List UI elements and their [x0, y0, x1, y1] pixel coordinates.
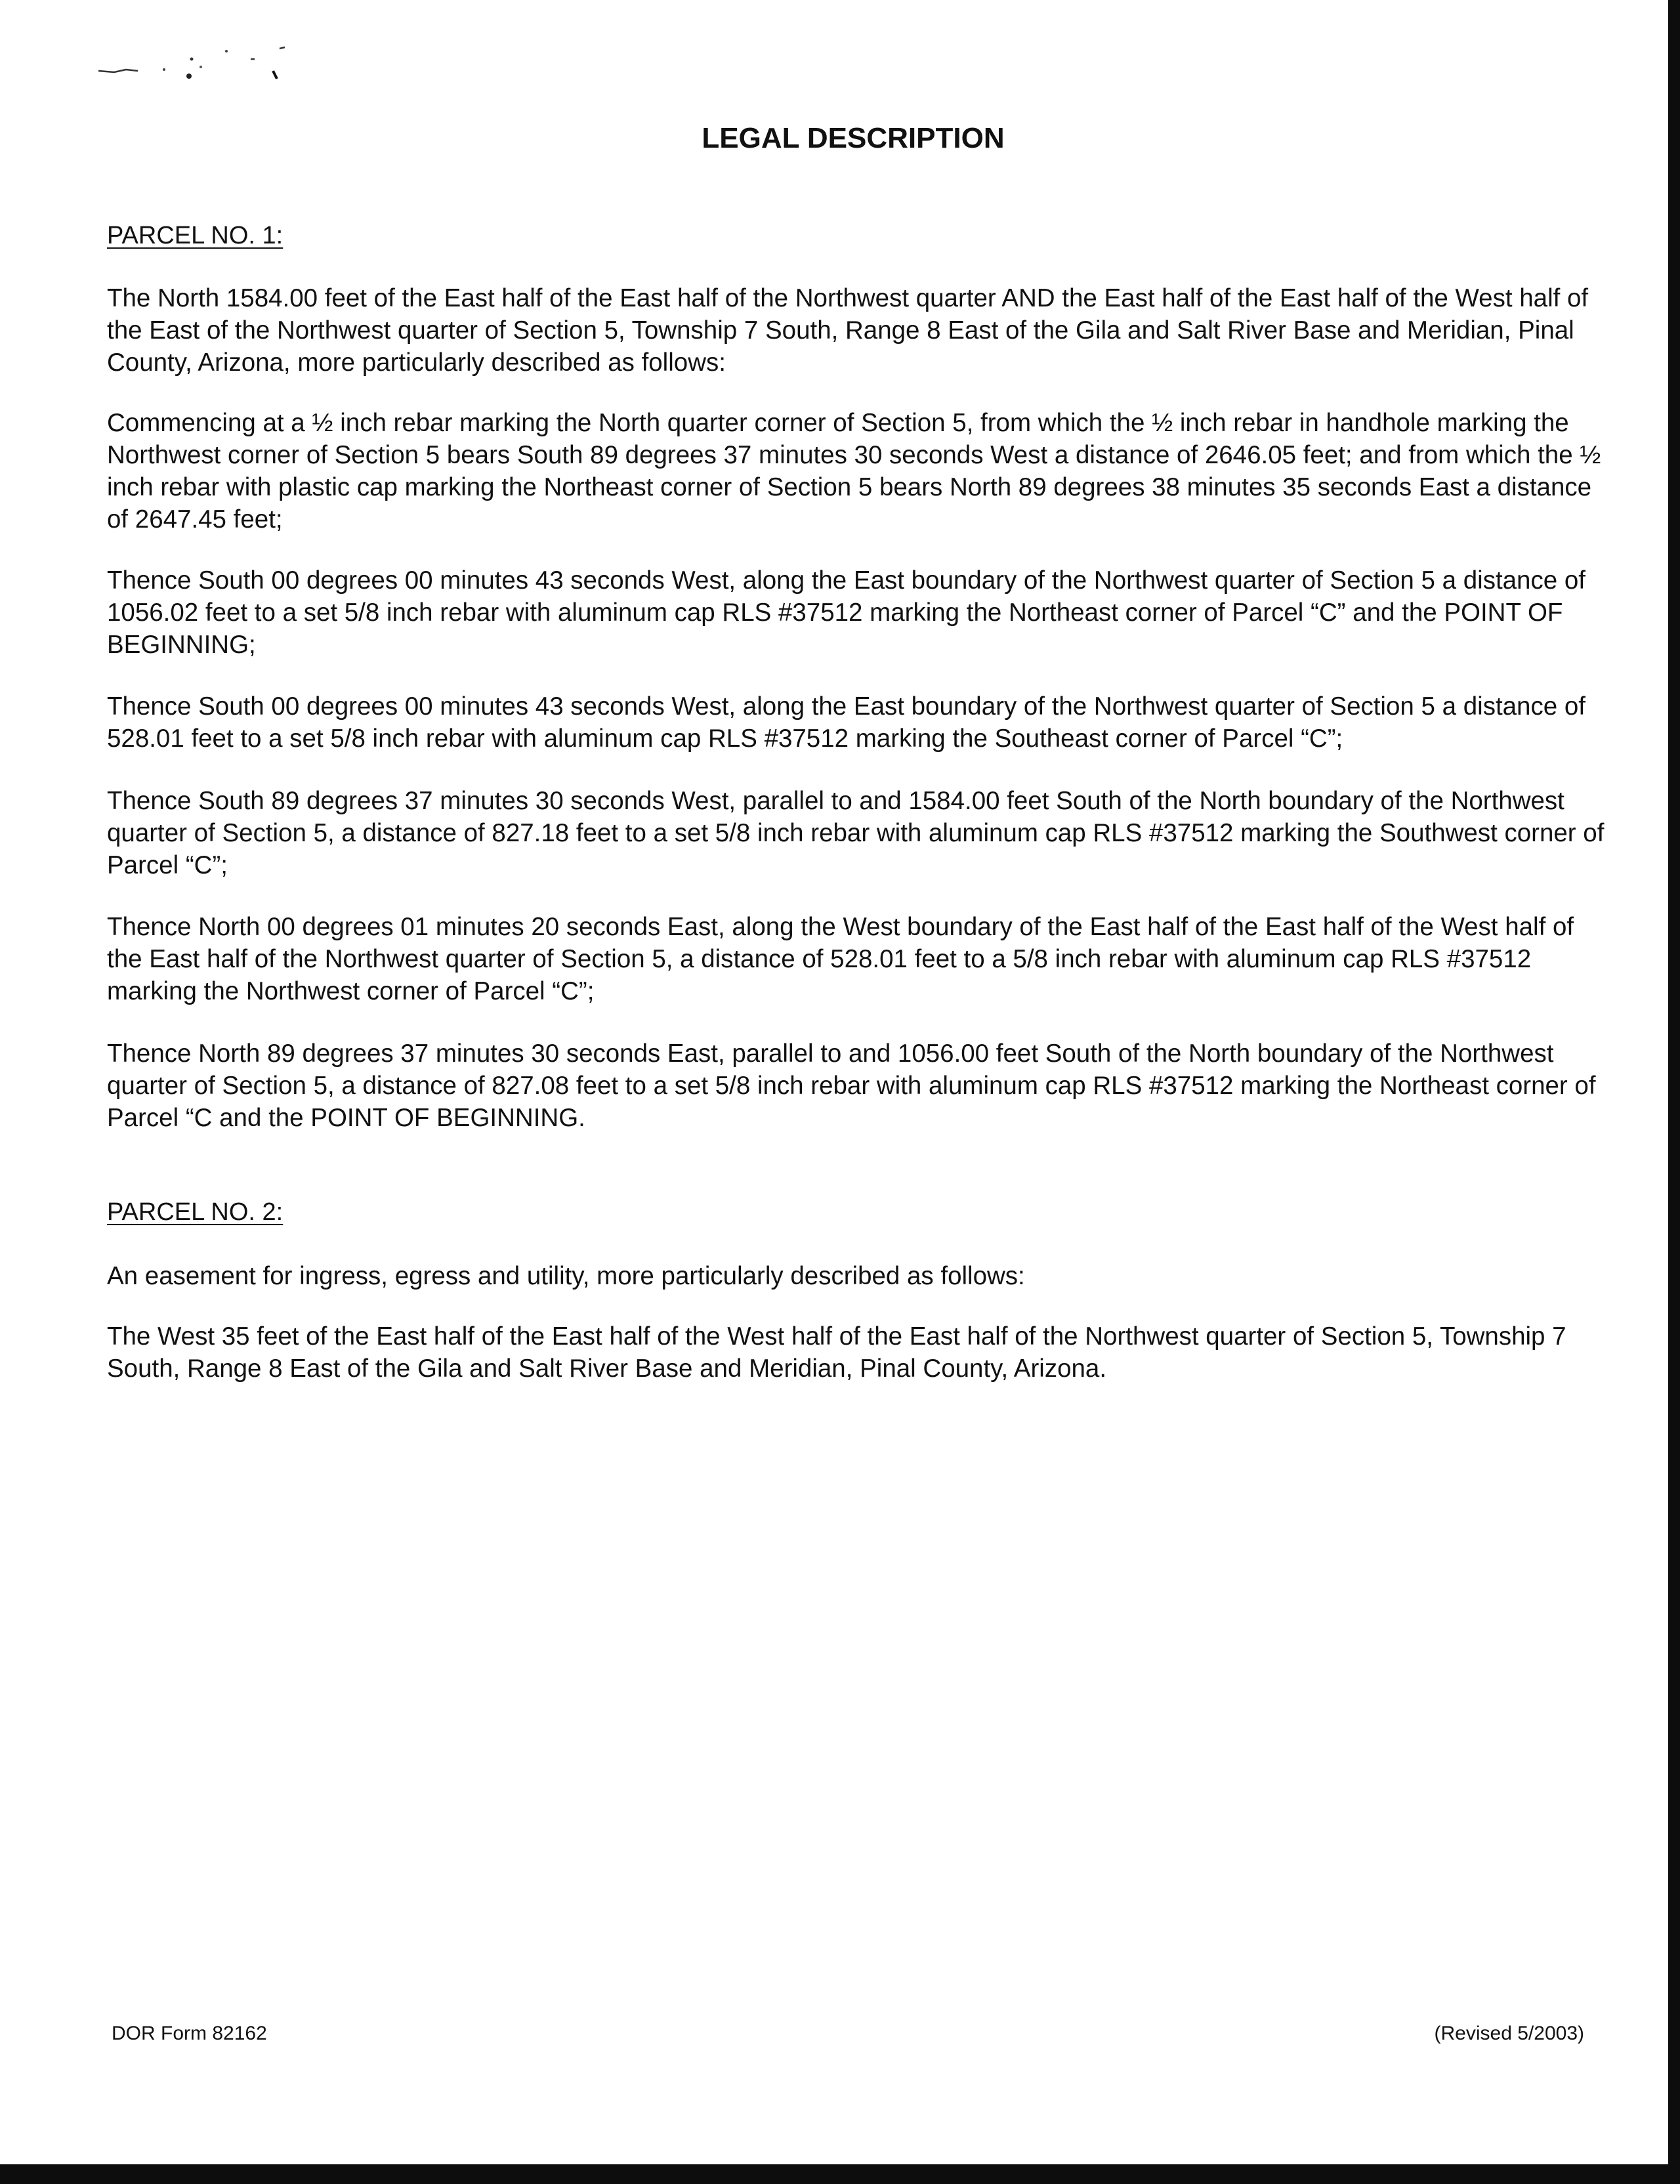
- revision-date: (Revised 5/2003): [1434, 2023, 1584, 2044]
- thence-course-4-paragraph: Thence North 00 degrees 01 minutes 20 seconds East, along the West boundary of the East half of the East half of the West half of the East half of the Northwest quarter of Section 5, a distance of 528.01 feet to a 5/8 inch rebar with aluminum cap RLS #37512 marking the Northwest corner of Parcel “C”;: [107, 913, 1574, 1005]
- thence-course-5-paragraph: Thence North 89 degrees 37 minutes 30 seconds East, parallel to and 1056.00 feet South of the North boundary of the Northwest quarter of Section 5, a distance of 827.08 feet to a set 5/8 inch rebar with aluminum cap RLS #37512 marking the Northeast corner of Parcel “C and the POINT OF BEGINNING.: [107, 1040, 1596, 1132]
- scan-border-right: [1668, 0, 1680, 2184]
- form-number: DOR Form 82162: [112, 2023, 267, 2044]
- parcel-1-description-paragraph: The North 1584.00 feet of the East half of the East half of the Northwest quarter AND the East half of the East half of the West half of the East of the Northwest quarter of Section 5, Township 7 South, Range 8 East of the Gila and Salt River Base and Meridian, Pinal County, Arizona, more particularly described as follows:: [107, 284, 1589, 377]
- commencing-paragraph: Commencing at a ½ inch rebar marking the North quarter corner of Section 5, from which the ½ inch rebar in handhole marking the Northwest corner of Section 5 bears South 89 degrees 37 minutes 30 seconds West a distance of 2646.05 feet; and from which the ½ inch rebar with plastic cap marking the Northeast corner of Section 5 bears North 89 degrees 38 minutes 35 seconds East a distance of 2647.45 feet;: [107, 409, 1601, 534]
- document-title: LEGAL DESCRIPTION: [702, 122, 1005, 154]
- thence-course-1-paragraph: Thence South 00 degrees 00 minutes 43 seconds West, along the East boundary of the Northwest quarter of Section 5 a distance of 1056.02 feet to a set 5/8 inch rebar with aluminum cap RLS #37512 marking the Northeast corner of Parcel “C” and the POINT OF BEGINNING;: [107, 566, 1586, 659]
- thence-course-3-paragraph: Thence South 89 degrees 37 minutes 30 seconds West, parallel to and 1584.00 feet South of the North boundary of the Northwest quarter of Section 5, a distance of 827.18 feet to a set 5/8 inch rebar with aluminum cap RLS #37512 marking the Southwest corner of Parcel “C”;: [107, 787, 1605, 879]
- easement-description-paragraph: The West 35 feet of the East half of the East half of the West half of the East half of the Northwest quarter of Section 5, Township 7 South, Range 8 East of the Gila and Salt River Base and Meridian, Pinal County, Arizona.: [107, 1322, 1566, 1383]
- thence-course-2-paragraph: Thence South 00 degrees 00 minutes 43 seconds West, along the East boundary of the Northwest quarter of Section 5 a distance of 528.01 feet to a set 5/8 inch rebar with aluminum cap RLS #37512 marking the Southeast corner of Parcel “C”;: [107, 692, 1586, 753]
- scan-border-bottom: [0, 2164, 1680, 2184]
- parcel-2-heading: PARCEL NO. 2:: [107, 1198, 284, 1226]
- parcel-1-heading: PARCEL NO. 1:: [107, 222, 284, 249]
- easement-intro-paragraph: An easement for ingress, egress and utility, more particularly described as follows:: [107, 1262, 1025, 1290]
- scan-speckle-marks: [92, 33, 315, 92]
